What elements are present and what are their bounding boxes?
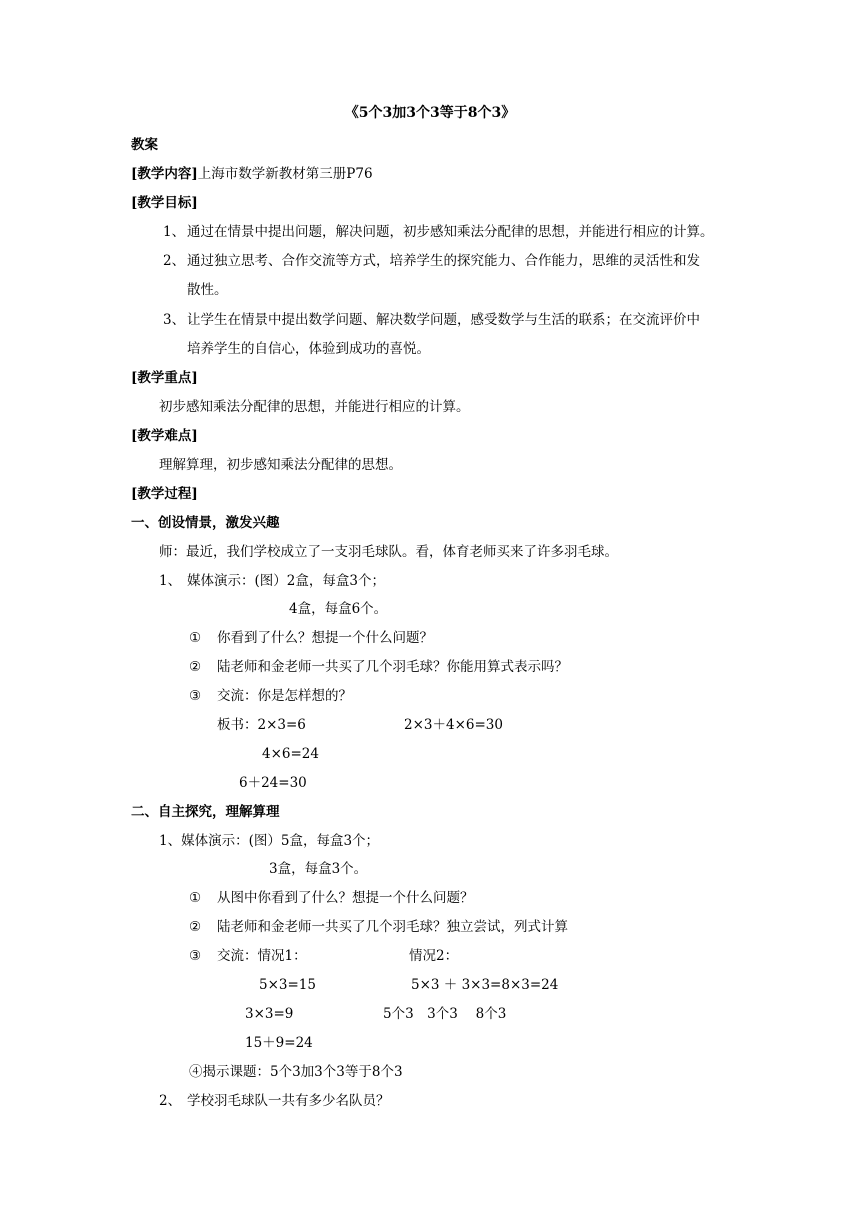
goal-3-number: 3、 — [163, 312, 186, 328]
section-1-media-line-1: 媒体演示：(图）2盒，每盒3个； — [187, 573, 385, 589]
teaching-process-label: [教学过程] — [131, 486, 198, 502]
case-1-equation-2: 3×3=9 — [245, 1006, 294, 1022]
heading-lesson-plan: 教案 — [131, 137, 158, 153]
teaching-difficulty-text: 理解算理，初步感知乘法分配律的思想。 — [159, 457, 402, 473]
board-label: 板书： — [217, 717, 258, 733]
section-2-media-line-2: 3盒，每盒3个。 — [269, 861, 368, 877]
section-2-item-2-mark: ② — [189, 919, 202, 935]
case-2-equation-1: 5×3 ＋ 3×3=8×3=24 — [411, 977, 559, 993]
section-2-item-2-text: 陆老师和金老师一共买了几个羽毛球？独立尝试，列式计算 — [217, 919, 568, 935]
teaching-key-label: [教学重点] — [131, 370, 198, 386]
teaching-goals-label: [教学目标] — [131, 195, 198, 211]
teaching-key-text: 初步感知乘法分配律的思想，并能进行相应的计算。 — [159, 399, 470, 415]
section-1-intro: 师：最近，我们学校成立了一支羽毛球队。看，体育老师买来了许多羽毛球。 — [159, 544, 618, 560]
teaching-content — [131, 165, 373, 183]
section-1-media-number: 1、 — [159, 573, 182, 589]
board-equation-combined: 2×3＋4×6=30 — [404, 717, 503, 733]
goal-1-text: 通过在情景中提出问题，解决问题，初步感知乘法分配律的思想，并能进行相应的计算。 — [187, 224, 714, 240]
goal-3-text: 让学生在情景中提出数学问题、解决数学问题，感受数学与生活的联系；在交流评价中 — [187, 312, 700, 328]
section-1-item-3-text: 交流：你是怎样想的？ — [217, 688, 352, 704]
case-1-equation-1: 5×3=15 — [259, 977, 316, 993]
reveal-topic: ④揭示课题：5个3加3个3等于8个3 — [189, 1064, 403, 1080]
section-2-item-3-mark: ③ — [189, 948, 202, 964]
board-equation-2: 4×6=24 — [262, 746, 319, 762]
section-2-media-line-1: 1、媒体演示：(图）5盒，每盒3个； — [159, 833, 380, 849]
goal-2-number: 2、 — [163, 253, 186, 269]
goal-2-text-continued: 散性。 — [187, 282, 228, 298]
teaching-content-text: 上海市数学新教材第三册P76 — [197, 166, 373, 182]
section-1-heading: 一、创设情景，激发兴趣 — [131, 515, 280, 531]
case-1-equation-3: 15＋9=24 — [245, 1035, 313, 1051]
case-2-label: 情况2： — [409, 948, 459, 964]
goal-2-text: 通过独立思考、合作交流等方式，培养学生的探究能力、合作能力，思维的灵活性和发 — [187, 253, 700, 269]
question-2-text: 学校羽毛球队一共有多少名队员？ — [187, 1093, 390, 1109]
section-2-item-1-mark: ① — [189, 890, 202, 906]
section-1-item-2-text: 陆老师和金老师一共买了几个羽毛球？你能用算式表示吗？ — [217, 659, 568, 675]
case-2-equation-2: 5个3 3个3 8个3 — [383, 1006, 507, 1022]
teaching-difficulty-label: [教学难点] — [131, 428, 198, 444]
section-2-item-3-text: 交流：情况1： — [217, 948, 307, 964]
section-1-media-line-2: 4盒，每盒6个。 — [289, 601, 388, 617]
section-1-item-2-mark: ② — [189, 659, 202, 675]
section-2-item-1-text: 从图中你看到了什么？想提一个什么问题？ — [217, 890, 474, 906]
section-1-item-3-mark: ③ — [189, 688, 202, 704]
section-2-heading: 二、自主探究，理解算理 — [131, 804, 280, 820]
section-1-item-1-mark: ① — [189, 630, 202, 646]
document-title: 《5个3加3个3等于8个3》 — [344, 105, 516, 121]
goal-3-text-continued: 培养学生的自信心，体验到成功的喜悦。 — [187, 341, 430, 357]
board-equation-3: 6＋24=30 — [239, 775, 307, 791]
board-equation-1: 2×3=6 — [257, 717, 306, 733]
teaching-content-label: [教学内容] — [131, 166, 198, 182]
board-writing — [217, 716, 306, 734]
question-2-number: 2、 — [159, 1093, 182, 1109]
goal-1-number: 1、 — [163, 224, 186, 240]
section-1-item-1-text: 你看到了什么？想提一个什么问题？ — [217, 630, 433, 646]
